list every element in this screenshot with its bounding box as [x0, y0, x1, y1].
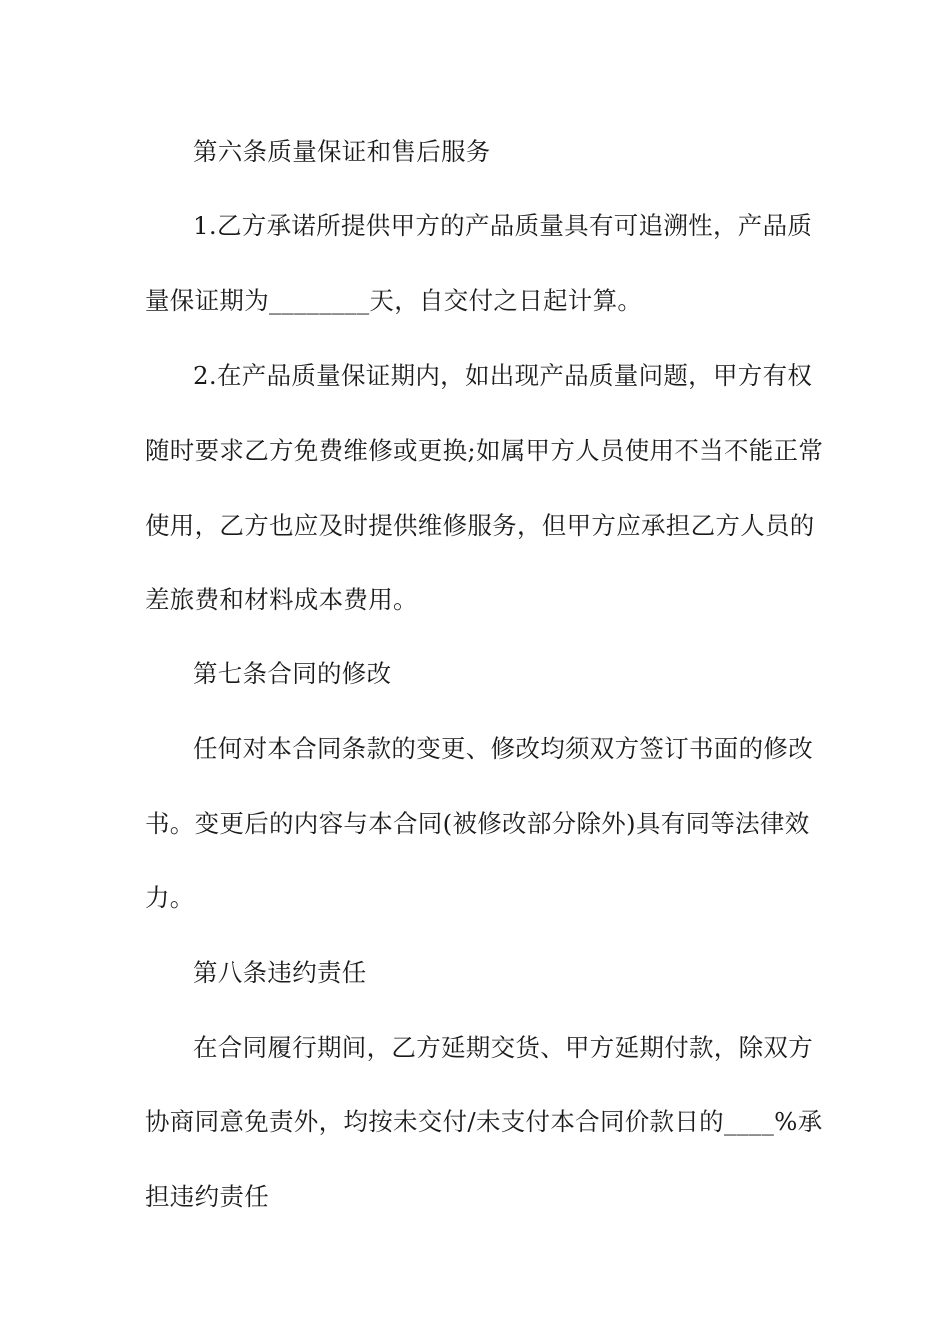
paragraph-line: 差旅费和材料成本费用。: [145, 585, 418, 614]
paragraph-line: 协商同意免责外，均按未交付/未支付本合同价款日的____%承: [145, 1107, 823, 1136]
paragraph-line: 随时要求乙方免费维修或更换;如属甲方人员使用不当不能正常: [145, 436, 824, 465]
paragraph-line: 使用，乙方也应及时提供维修服务，但甲方应承担乙方人员的: [145, 511, 815, 540]
paragraph-line: 1.乙方承诺所提供甲方的产品质量具有可追溯性，产品质: [193, 211, 813, 240]
paragraph-line: 量保证期为________天，自交付之日起计算。: [145, 286, 643, 315]
paragraph-line: 担违约责任: [145, 1182, 269, 1211]
paragraph-line: 任何对本合同条款的变更、修改均须双方签订书面的修改: [193, 734, 813, 763]
paragraph-line: 在合同履行期间，乙方延期交货、甲方延期付款，除双方: [193, 1033, 813, 1062]
paragraph-line: 力。: [145, 883, 195, 912]
article-7-heading: 第七条合同的修改: [193, 659, 392, 688]
paragraph-line: 2.在产品质量保证期内，如出现产品质量问题，甲方有权: [193, 361, 813, 390]
article-6-heading: 第六条质量保证和售后服务: [193, 137, 491, 166]
paragraph-line: 书。变更后的内容与本合同(被修改部分除外)具有同等法律效: [145, 809, 810, 838]
article-8-heading: 第八条违约责任: [193, 958, 367, 987]
